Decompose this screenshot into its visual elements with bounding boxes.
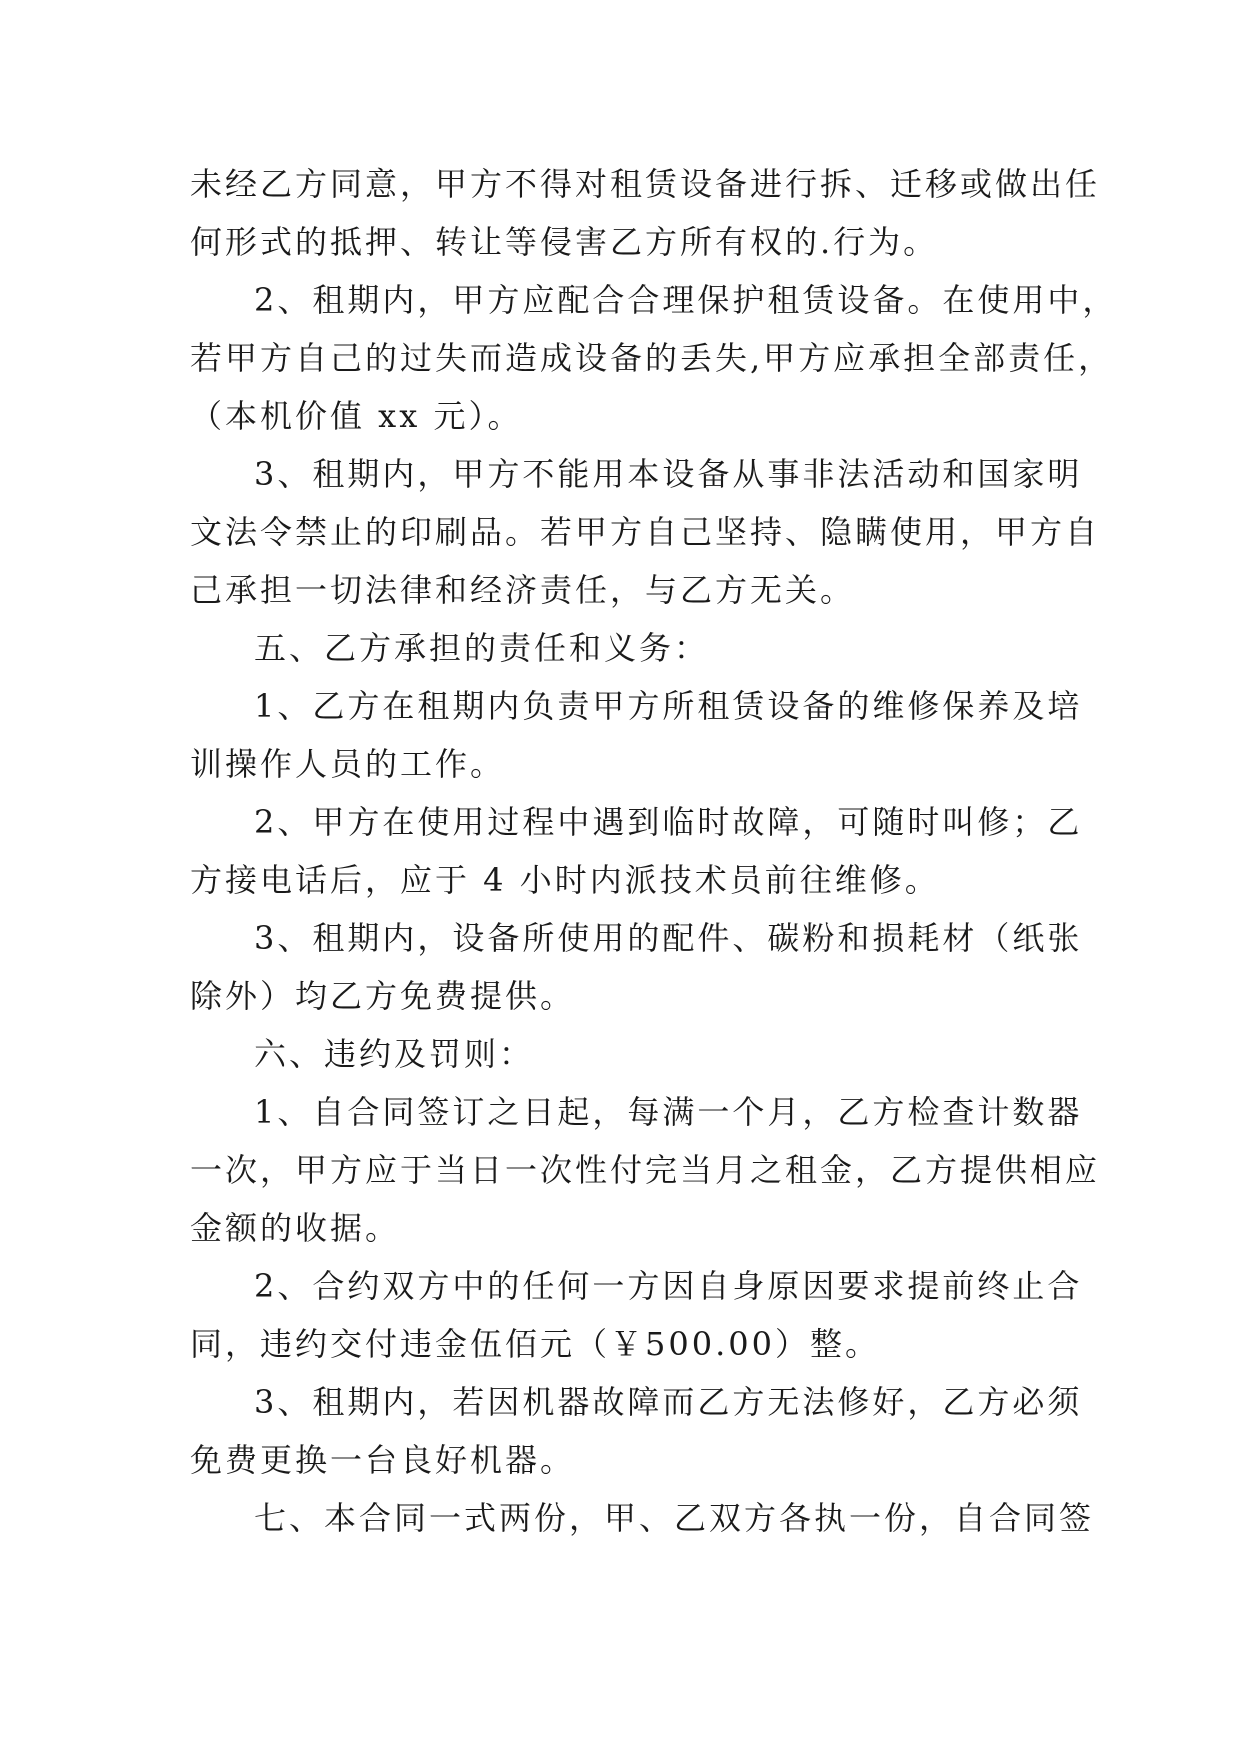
- text-line: 1、自合同签订之日起，每满一个月，乙方检查计数器: [254, 1093, 1083, 1131]
- text-line: 七、本合同一式两份，甲、乙双方各执一份，自合同签: [254, 1499, 1095, 1537]
- text-line: 未经乙方同意，甲方不得对租赁设备进行拆、迁移或做出任: [190, 165, 1101, 203]
- text-line: 3、租期内，设备所使用的配件、碳粉和损耗材（纸张: [254, 919, 1083, 957]
- text-line: 2、甲方在使用过程中遇到临时故障，可随时叫修；乙: [254, 803, 1083, 841]
- text-line: 若甲方自己的过失而造成设备的丢失,甲方应承担全部责任，: [190, 339, 1114, 377]
- text-line: 3、租期内，甲方不能用本设备从事非法活动和国家明: [254, 455, 1083, 493]
- text-line: 2、合约双方中的任何一方因自身原因要求提前终止合: [254, 1267, 1083, 1305]
- text-line: 3、租期内，若因机器故障而乙方无法修好，乙方必须: [254, 1383, 1083, 1421]
- text-line: 同，违约交付违金伍佰元（￥500.00）整。: [190, 1325, 880, 1363]
- section-heading: 五、乙方承担的责任和义务：: [254, 629, 710, 667]
- text-line: 1、乙方在租期内负责甲方所租赁设备的维修保养及培: [254, 687, 1083, 725]
- text-line: 训操作人员的工作。: [190, 745, 506, 783]
- text-line: 方接电话后，应于 4 小时内派技术员前往维修。: [190, 861, 940, 899]
- text-line: 除外）均乙方免费提供。: [190, 977, 576, 1015]
- text-line: 文法令禁止的印刷品。若甲方自己坚持、隐瞒使用，甲方自: [190, 513, 1101, 551]
- text-line: （本机价值 xx 元）。: [190, 397, 523, 435]
- text-line: 免费更换一台良好机器。: [190, 1441, 576, 1479]
- text-line: 2、租期内，甲方应配合合理保护租赁设备。在使用中，: [254, 281, 1118, 319]
- text-line: 己承担一切法律和经济责任，与乙方无关。: [190, 571, 856, 609]
- text-line: 金额的收据。: [190, 1209, 401, 1247]
- text-line: 一次，甲方应于当日一次性付完当月之租金，乙方提供相应: [190, 1151, 1101, 1189]
- text-line: 何形式的抵押、转让等侵害乙方所有权的.行为。: [190, 223, 939, 261]
- section-heading: 六、违约及罚则：: [254, 1035, 535, 1073]
